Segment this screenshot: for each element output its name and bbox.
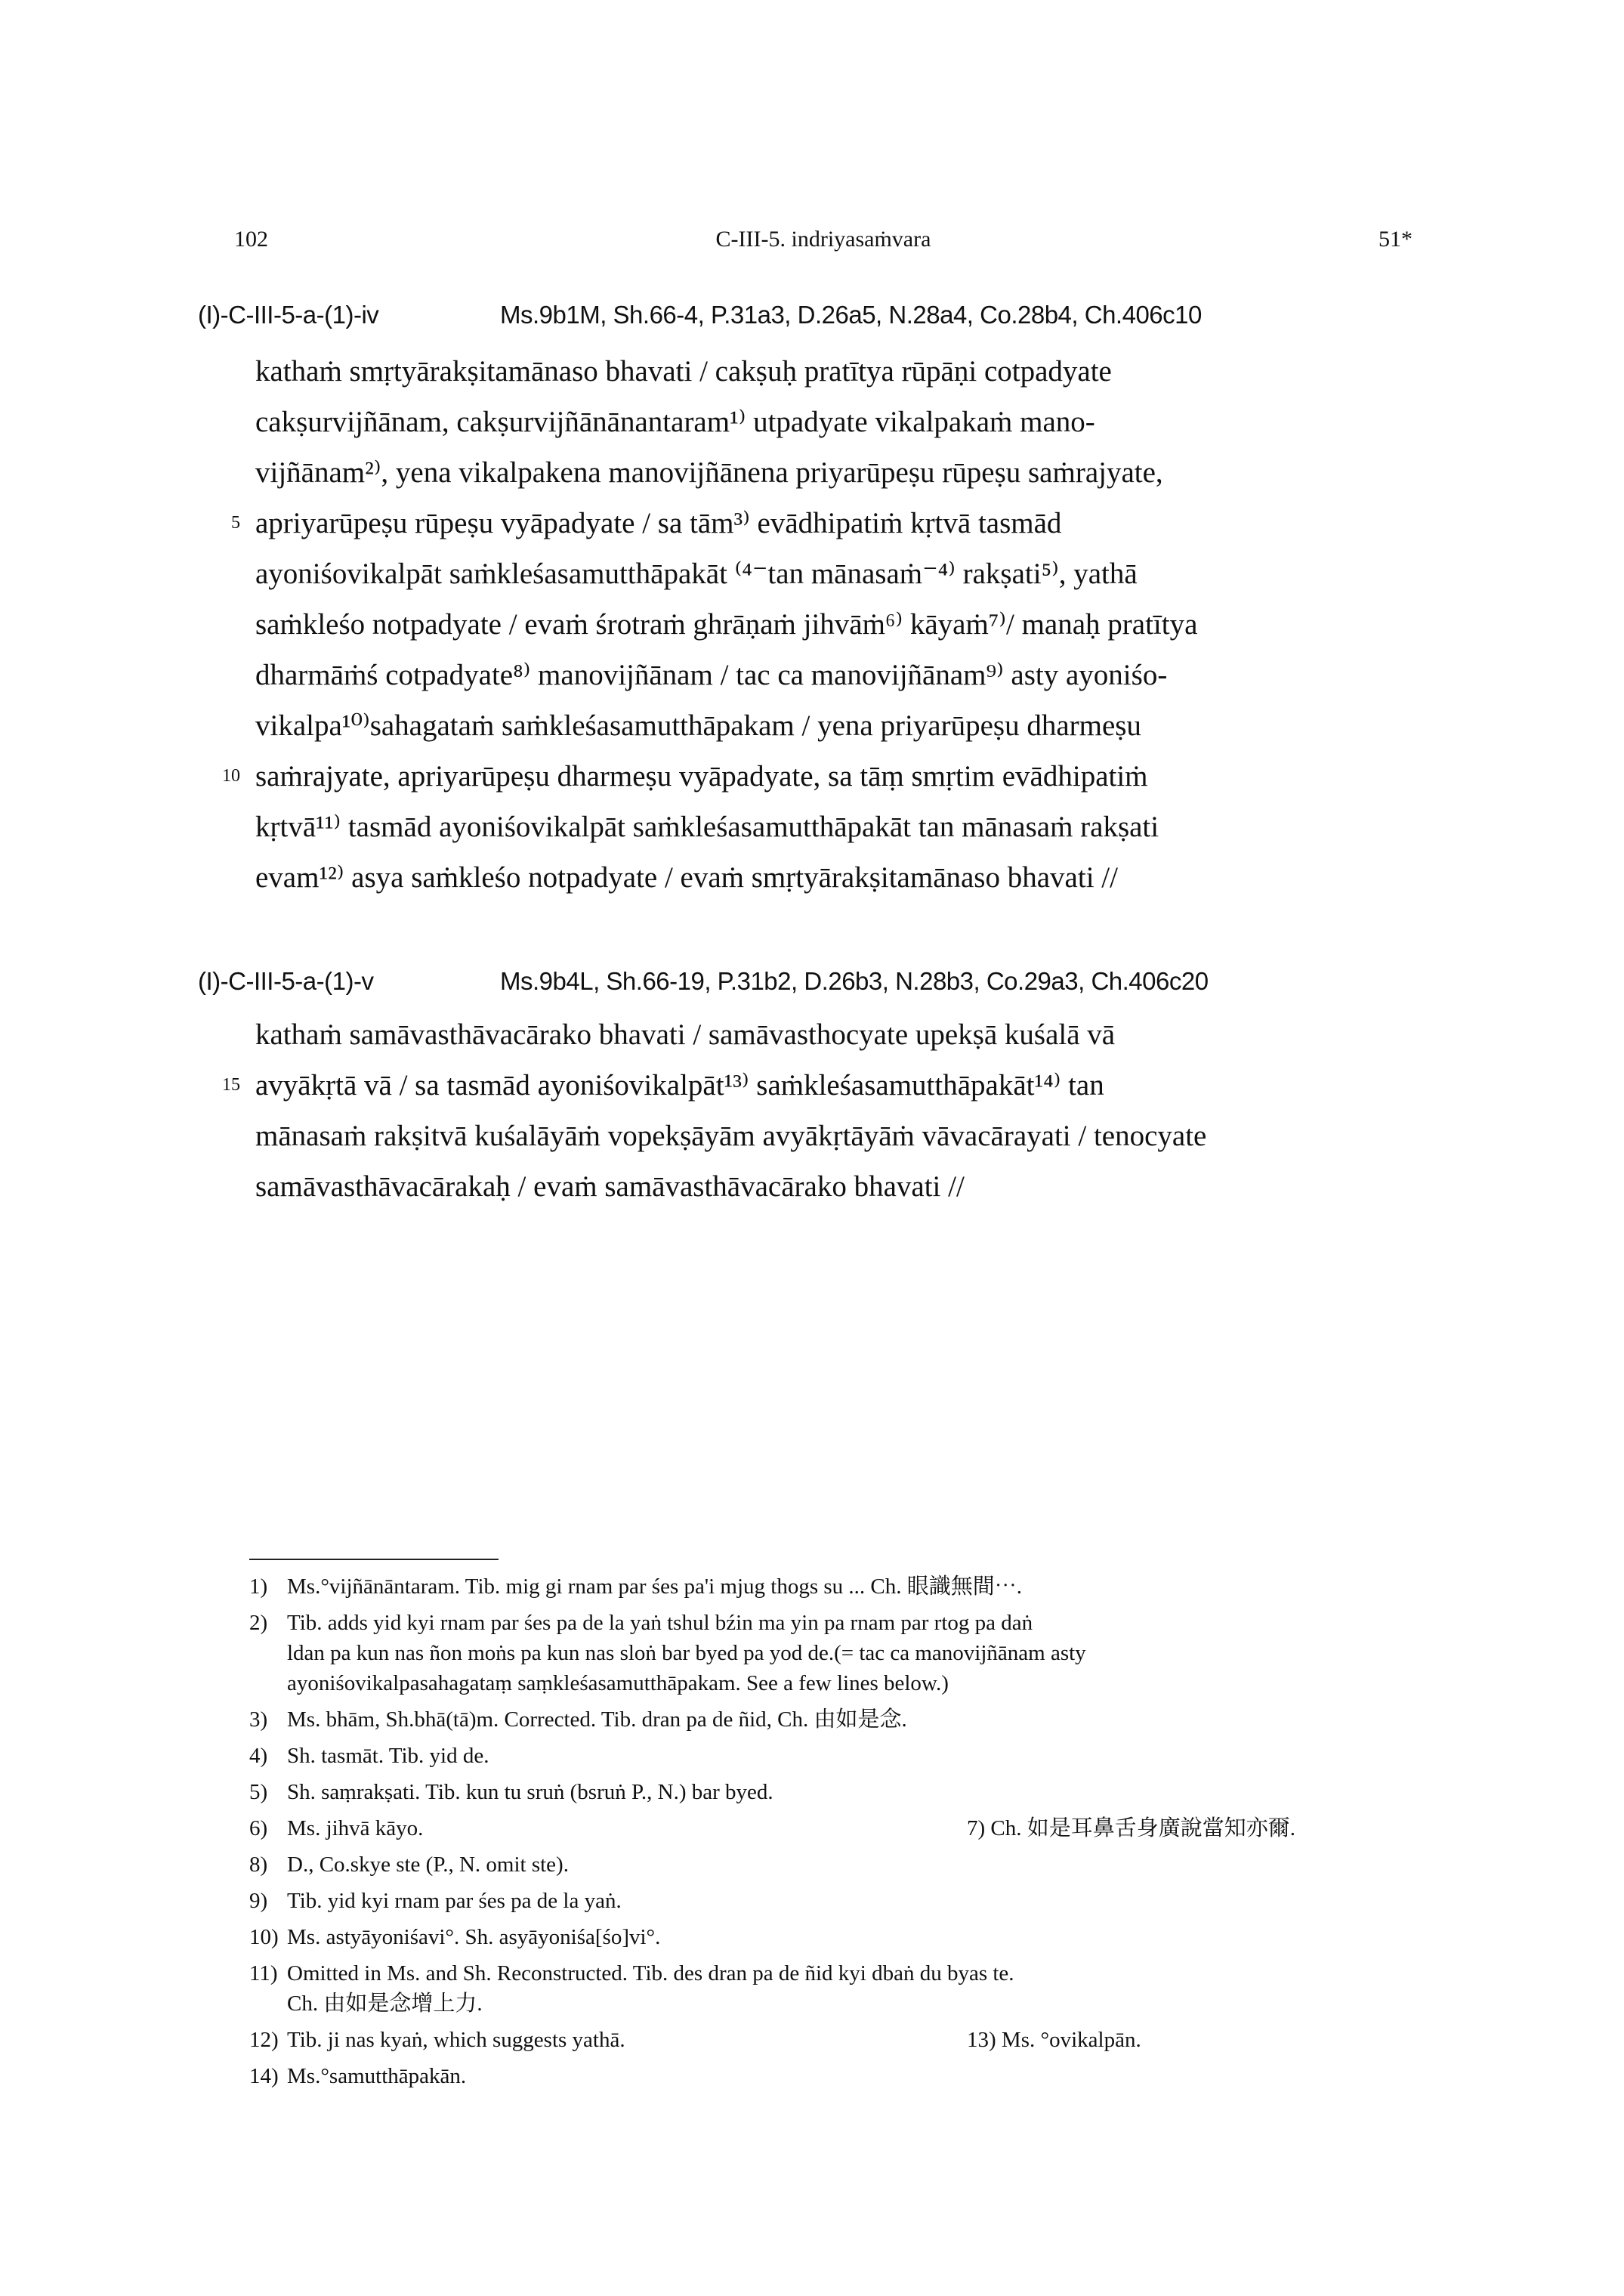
footnote: 6) Ms. jihvā kāyo. 7) Ch. 如是耳鼻舌身廣說當知亦爾. <box>249 1813 1428 1843</box>
text-line: 5 apriyarūpeṣu rūpeṣu vyāpadyate / sa tām³⁾ evādhipatiṁ kṛtvā tasmād <box>255 498 1416 549</box>
section-heading <box>198 967 1209 996</box>
text-line: vijñānam²⁾, yena vikalpakena manovijñānena priyarūpeṣu rūpeṣu saṁrajyate, <box>255 456 1163 489</box>
footnote: 3) Ms. bhām, Sh.bhā(tā)m. Corrected. Tib. dran pa de ñid, Ch. 由如是念. <box>249 1707 907 1732</box>
text-line: kṛtvā¹¹⁾ tasmād ayoniśovikalpāt saṁkleśasamutthāpakāt tan mānasaṁ rakṣati <box>255 811 1159 843</box>
sanskrit-text-block <box>222 1009 1416 1212</box>
footnote-second: 7) Ch. 如是耳鼻舌身廣說當知亦爾. <box>967 1816 1296 1840</box>
text-line: 10 saṁrajyate, apriyarūpeṣu dharmeṣu vyāpadyate, sa tāṃ smṛtim evādhipatiṁ <box>255 751 1416 802</box>
footnote-second: 13) Ms. °ovikalpān. <box>967 2028 1141 2052</box>
section-id: (I)-C-III-5-a-(1)-v <box>198 967 374 995</box>
text-line: vikalpa¹⁰⁾sahagataṁ saṁkleśasamutthāpakam / yena priyarūpeṣu dharmeṣu <box>255 709 1141 742</box>
section-heading <box>198 301 1202 329</box>
section-references: Ms.9b4L, Sh.66-19, P.31b2, D.26b3, N.28b3, Co.29a3, Ch.406c20 <box>500 967 1209 995</box>
footnote: 4) Sh. tasmāt. Tib. yid de. <box>249 1744 489 1768</box>
section-id: (I)-C-III-5-a-(1)-iv <box>198 301 379 329</box>
footnote: 12) Tib. ji nas kyaṅ, which suggests yathā. 13) Ms. °ovikalpān. <box>249 2025 1428 2055</box>
footnote: 9) Tib. yid kyi rnam par śes pa de la yaṅ. <box>249 1889 622 1913</box>
text-line: cakṣurvijñānam, cakṣurvijñānānantaram¹⁾ utpadyate vikalpakaṁ mano- <box>255 406 1095 438</box>
section-references: Ms.9b1M, Sh.66-4, P.31a3, D.26a5, N.28a4, Co.28b4, Ch.406c10 <box>500 301 1202 329</box>
line-number: 10 <box>222 766 240 786</box>
text-line: saṁkleśo notpadyate / evaṁ śrotraṁ ghrāṇaṁ jihvāṁ⁶⁾ kāyaṁ⁷⁾/ manaḥ pratītya <box>255 608 1198 641</box>
footnote: 5) Sh. saṃrakṣati. Tib. kun tu sruṅ (bsruṅ P., N.) bar byed. <box>249 1780 773 1804</box>
running-title: C-III-5. indriyasaṁvara <box>715 227 931 252</box>
text-line: dharmāṁś cotpadyate⁸⁾ manovijñānam / tac ca manovijñānam⁹⁾ asty ayoniśo- <box>255 659 1168 691</box>
text-line: mānasaṁ rakṣitvā kuśalāyāṁ vopekṣāyām avyākṛtāyāṁ vāvacārayati / tenocyate <box>255 1120 1207 1152</box>
footnote: 2) Tib. adds yid kyi rnam par śes pa de la yaṅ tshul bźin ma yin pa rnam par rtog pa daṅ ldan pa kun nas ñon moṅs pa kun nas sloṅ bar byed pa yod de.(= tac ca manovijñānam asty ayoniśovikalpasahagataṃ saṃkleśasamutthāpakam. See a few lines below.) <box>249 1611 1086 1695</box>
line-number: 15 <box>222 1075 240 1095</box>
line-number: 5 <box>231 513 240 533</box>
footnote: 8) D., Co.skye ste (P., N. omit ste). <box>249 1853 569 1877</box>
text-line: kathaṁ samāvasthāvacārako bhavati / samāvasthocyate upekṣā kuśalā vā <box>255 1018 1116 1051</box>
footnote: 10) Ms. astyāyoniśavi°. Sh. asyāyoniśa[śo]vi°. <box>249 1925 661 1949</box>
footnote: 1) Ms.°vijñānāntaram. Tib. mig gi rnam par śes pa'i mjug thogs su ... Ch. 眼識無間⋯. <box>249 1574 1022 1599</box>
page-number: 102 <box>234 227 268 252</box>
text-line: kathaṁ smṛtyārakṣitamānaso bhavati / cakṣuḥ pratītya rūpāṇi cotpadyate <box>255 355 1112 388</box>
text-line: 15 avyākṛtā vā / sa tasmād ayoniśovikalpāt¹³⁾ saṁkleśasamutthāpakāt¹⁴⁾ tan <box>255 1060 1416 1111</box>
page-mark: 51* <box>1379 227 1413 252</box>
text-line: ayoniśovikalpāt saṁkleśasamutthāpakāt ⁽⁴⁻tan mānasaṁ⁻⁴⁾ rakṣati⁵⁾, yathā <box>255 558 1138 590</box>
text-line: samāvasthāvacārakaḥ / evaṁ samāvasthāvacārako bhavati // <box>255 1170 965 1203</box>
footnote: 11) Omitted in Ms. and Sh. Reconstructed. Tib. des dran pa de ñid kyi dbaṅ du byas te. Ch. 由如是念增上力. <box>249 1961 1014 2016</box>
footnote: 14) Ms.°samutthāpakān. <box>249 2064 467 2088</box>
footnote-divider <box>249 1559 499 1560</box>
sanskrit-text-block <box>222 346 1416 903</box>
footnotes <box>249 1571 1428 2097</box>
running-header <box>234 227 1413 264</box>
text-line: evam¹²⁾ asya saṁkleśo notpadyate / evaṁ smṛtyārakṣitamānaso bhavati // <box>255 861 1118 894</box>
